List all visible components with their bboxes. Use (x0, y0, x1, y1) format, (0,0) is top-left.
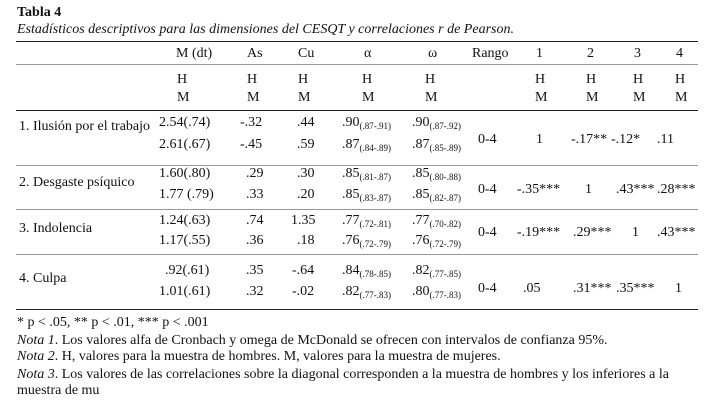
subheader-h: H (177, 72, 188, 87)
mean-m: 1.17(.55) (159, 233, 211, 248)
col-header-2: 2 (587, 46, 594, 61)
subheader-h: H (535, 72, 546, 87)
corr-2: -.17** (571, 132, 608, 147)
kurt-h: .30 (297, 166, 315, 181)
asym-h: -.32 (240, 115, 263, 130)
alpha-m: $.85_{(.83-.87)}$ (342, 187, 391, 203)
kurt-h: 1.35 (291, 213, 316, 228)
col-header-omega: ω (428, 46, 438, 61)
alpha-h: $.77_{(.72-.81)}$ (342, 213, 391, 229)
alpha-m: $.82_{(.77-.83)}$ (342, 284, 391, 300)
range-value: 0-4 (478, 281, 497, 296)
subheader-h: H (425, 72, 436, 87)
significance-note: * p < .05, ** p < .01, *** p < .001 (17, 315, 209, 330)
mean-h: 2.54(.74) (159, 115, 211, 130)
omega-m: $.87_{(.85-.89)}$ (412, 137, 461, 153)
top-rule (16, 41, 698, 42)
alpha-h: $.84_{(.78-.85)}$ (342, 263, 391, 279)
subheader-rule (16, 110, 698, 111)
corr-1: 1 (536, 132, 543, 147)
corr-4: .43*** (657, 225, 696, 240)
col-header-mean: M (dt) (176, 46, 213, 61)
kurt-m: .20 (297, 187, 315, 202)
col-header-kurtosis: Cu (298, 46, 315, 61)
subheader-h: H (586, 72, 597, 87)
header-rule (16, 64, 698, 65)
subheader-h: H (247, 72, 258, 87)
omega-h: $.82_{(.77-.85)}$ (412, 263, 461, 279)
mean-h: .92(.61) (165, 263, 210, 278)
row-divider-2 (16, 209, 698, 210)
mean-h: 1.24(.63) (159, 213, 211, 228)
asym-h: .74 (246, 213, 264, 228)
note-1: Nota 1. Los valores alfa de Cronbach y omega de McDonald se ofrecen con intervalos de confianza 95%. (17, 333, 608, 348)
subheader-m: M (362, 90, 375, 105)
subheader-m: M (247, 90, 260, 105)
subheader-m: M (425, 90, 438, 105)
alpha-m: $.76_{(.72-.79)}$ (342, 233, 391, 249)
bottom-rule (16, 309, 698, 310)
asym-m: .36 (246, 233, 264, 248)
table-caption: Estadísticos descriptivos para las dimensiones del CESQT y correlaciones r de Pearson. (17, 22, 514, 37)
corr-3: 1 (632, 225, 639, 240)
kurt-h: -.64 (292, 263, 315, 278)
subheader-h: H (362, 72, 373, 87)
col-header-asymmetry: As (247, 46, 263, 61)
mean-m: 2.61(.67) (159, 137, 211, 152)
omega-h: $.85_{(.80-.88)}$ (412, 166, 461, 182)
asym-m: -.45 (240, 137, 263, 152)
col-header-4: 4 (676, 46, 683, 61)
subheader-h: H (633, 72, 644, 87)
alpha-h: $.85_{(.81-.87)}$ (342, 166, 391, 182)
omega-m: $.76_{(.72-.79)}$ (412, 233, 461, 249)
omega-m: $.85_{(.82-.87)}$ (412, 187, 461, 203)
corr-3: .43*** (616, 182, 655, 197)
range-value: 0-4 (478, 132, 497, 147)
corr-2: 1 (585, 182, 592, 197)
row-label: 4. Culpa (19, 271, 67, 286)
omega-h: $.90_{(.87-.92)}$ (412, 115, 461, 131)
col-header-1: 1 (536, 46, 543, 61)
col-header-3: 3 (634, 46, 641, 61)
range-value: 0-4 (478, 182, 497, 197)
corr-4: .28*** (657, 182, 696, 197)
row-divider-3 (16, 254, 698, 255)
subheader-m: M (535, 90, 548, 105)
corr-3: -.12* (611, 132, 641, 147)
alpha-m: $.87_{(.84-.89)}$ (342, 137, 391, 153)
asym-m: .32 (246, 284, 264, 299)
corr-3: .35*** (616, 281, 655, 296)
mean-m: 1.01(.61) (159, 284, 211, 299)
subheader-m: M (177, 90, 190, 105)
alpha-h: $.90_{(.87-.91)}$ (342, 115, 391, 131)
col-header-alpha: α (364, 46, 372, 61)
kurt-m: -.02 (292, 284, 315, 299)
kurt-m: .59 (297, 137, 315, 152)
corr-4: .11 (657, 132, 674, 147)
corr-1: .05 (523, 281, 541, 296)
subheader-m: M (675, 90, 688, 105)
omega-m: $.80_{(.77-.83)}$ (412, 284, 461, 300)
corr-4: 1 (675, 281, 682, 296)
row-label: 3. Indolencia (19, 221, 93, 236)
omega-h: $.77_{(.70-.82)}$ (412, 213, 461, 229)
mean-h: 1.60(.80) (159, 166, 211, 181)
corr-1: -.35*** (517, 182, 561, 197)
subheader-m: M (633, 90, 646, 105)
range-value: 0-4 (478, 225, 497, 240)
subheader-h: H (298, 72, 309, 87)
corr-1: -.19*** (517, 225, 561, 240)
note-2: Nota 2. H, valores para la muestra de hombres. M, valores para la muestra de mujeres. (17, 349, 501, 364)
row-label: 1. Ilusión por el trabajo (19, 119, 151, 134)
note-3-continuation: muestra de mu (17, 383, 100, 398)
kurt-h: .44 (297, 115, 315, 130)
note-3: Nota 3. Los valores de las correlaciones sobre la diagonal corresponden a la muestra de hombres y los inferiores a la (17, 367, 669, 382)
kurt-m: .18 (297, 233, 315, 248)
mean-m: 1.77 (.79) (159, 187, 214, 202)
row-label: 2. Desgaste psíquico (19, 175, 135, 190)
asym-h: .35 (246, 263, 264, 278)
asym-h: .29 (246, 166, 264, 181)
col-header-range: Rango (472, 46, 509, 61)
table-title: Tabla 4 (17, 5, 62, 20)
asym-m: .33 (246, 187, 264, 202)
subheader-h: H (675, 72, 686, 87)
corr-2: .31*** (573, 281, 612, 296)
subheader-m: M (298, 90, 311, 105)
subheader-m: M (586, 90, 599, 105)
corr-2: .29*** (573, 225, 612, 240)
